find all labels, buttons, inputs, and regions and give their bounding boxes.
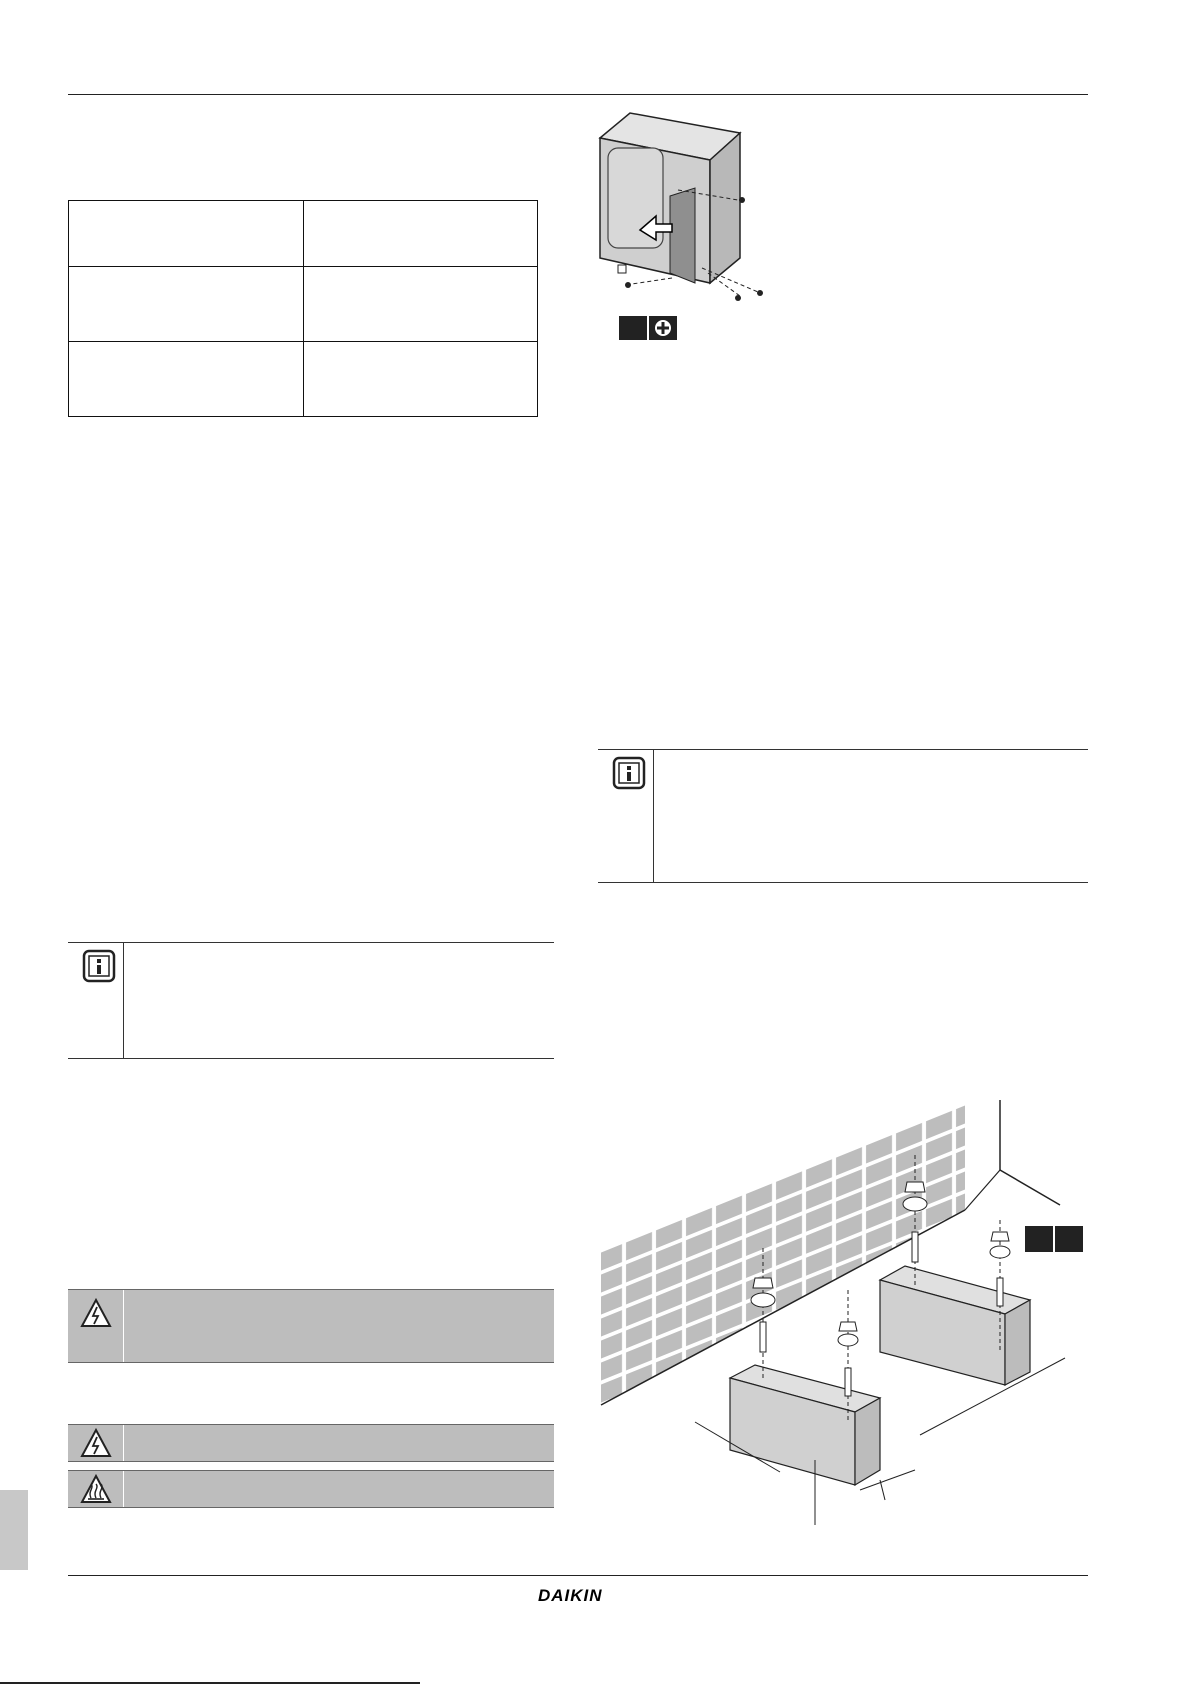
note-divider [123, 1471, 124, 1507]
table-cell [69, 267, 304, 342]
electric-shock-warning-icon [80, 1298, 112, 1328]
table-row [69, 267, 538, 342]
info-icon [82, 949, 116, 983]
table-cell [69, 342, 304, 417]
table-cell [303, 267, 538, 342]
section-side-tab [0, 1490, 28, 1570]
spec-table [68, 200, 538, 417]
info-note-right [598, 749, 1088, 883]
info-icon [612, 756, 646, 790]
note-divider [653, 750, 654, 882]
figure-label-badge [1055, 1226, 1083, 1252]
table-cell [303, 201, 538, 267]
hot-surface-warning-icon [80, 1474, 112, 1504]
daikin-logo: DAIKIN [538, 1586, 603, 1605]
table-row [69, 342, 538, 417]
header-rule [68, 94, 1088, 95]
figure-label-badge [619, 316, 647, 340]
table-cell [69, 201, 304, 267]
footer-rule [68, 1575, 1088, 1576]
table-cell [303, 342, 538, 417]
phillips-screw-icon [649, 316, 677, 340]
note-divider [123, 943, 124, 1058]
warning-hot-surface [68, 1470, 554, 1508]
electric-shock-warning-icon [80, 1428, 112, 1458]
warning-electric-large [68, 1289, 554, 1363]
foundation-mounting-figure [595, 1100, 1095, 1550]
outdoor-unit-figure [590, 108, 790, 348]
note-divider [123, 1290, 124, 1362]
warning-electric [68, 1424, 554, 1462]
figure-label-badge [649, 316, 677, 340]
table-row [69, 201, 538, 267]
note-divider [123, 1425, 124, 1461]
info-note-left [68, 942, 554, 1059]
figure-label-badge [1025, 1226, 1053, 1252]
